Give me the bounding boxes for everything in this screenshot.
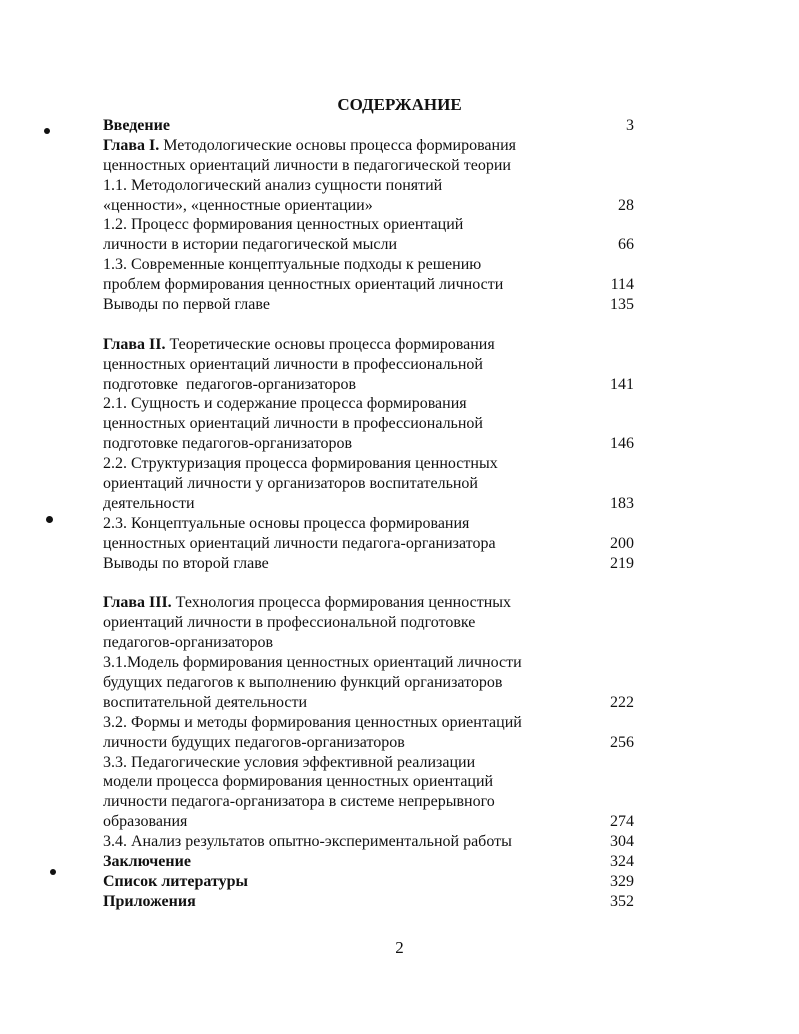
toc-entry — [103, 633, 663, 653]
toc-entry-title: воспитательной деятельности — [103, 693, 308, 711]
scan-speck — [44, 128, 50, 134]
toc-entry-title: 1.3. Современные концептуальные подходы к решению — [103, 256, 482, 274]
scan-speck — [46, 516, 53, 523]
toc-entry-title: Выводы по второй главе — [103, 554, 269, 572]
toc-page-number: 324 — [610, 852, 634, 870]
toc-entry-title: проблем формирования ценностных ориентаций личности — [103, 276, 504, 294]
toc-entry-text — [103, 494, 195, 514]
toc-page-number: 274 — [610, 813, 634, 831]
toc-entry-title: личности будущих педагогов-организаторов — [103, 733, 405, 751]
toc-page-number: 329 — [610, 872, 634, 890]
toc-entry-title: подготовке педагогов-организаторов — [103, 435, 353, 453]
toc-entry — [103, 554, 663, 574]
toc-entry-text — [103, 593, 511, 613]
toc-entry-title: 3.1.Модель формирования ценностных ориентаций личности — [103, 654, 522, 672]
toc-entry-title: личности в истории педагогической мысли — [103, 236, 398, 254]
toc-entry-text — [103, 832, 512, 852]
toc-entry — [103, 872, 663, 892]
toc-entry-title: личности педагога-организатора в системе непрерывного — [103, 793, 495, 811]
toc-entry-title: ценностных ориентаций личности педагога-организатора — [103, 534, 496, 552]
toc-entry-title: 1.2. Процесс формирования ценностных ориентаций — [103, 216, 464, 234]
toc-entry-text — [103, 534, 496, 554]
toc-entry-title: «ценности», «ценностные ориентации» — [103, 196, 373, 214]
toc-entry-text — [103, 713, 522, 733]
toc-entry-title: 2.3. Концептуальные основы процесса формирования — [103, 514, 470, 532]
toc-entry-title: деятельности — [103, 494, 195, 512]
toc-entry-text — [103, 653, 522, 673]
toc-entry-text — [103, 196, 373, 216]
toc-entry-title: ценностных ориентаций личности в профессиональной — [103, 415, 483, 433]
toc-entry-text — [103, 295, 270, 315]
toc-entry — [103, 534, 663, 554]
toc-entry-title: 3.3. Педагогические условия эффективной реализации — [103, 753, 476, 771]
toc-entry-text — [103, 355, 483, 375]
toc-entry-text — [103, 812, 187, 832]
page-number: 2 — [395, 938, 404, 957]
toc-entry-title: подготовке педагогов-организаторов — [103, 375, 357, 393]
toc-entry-title: Выводы по первой главе — [103, 296, 270, 314]
toc-entry-title: 3.2. Формы и методы формирования ценностных ориентаций — [103, 713, 522, 731]
toc-entry — [103, 653, 663, 673]
toc-entry — [103, 733, 663, 753]
toc-entry — [103, 693, 663, 713]
toc-entry-text — [103, 852, 191, 872]
toc-page-number: 66 — [618, 236, 634, 254]
toc-entry-text — [103, 375, 356, 395]
toc-entry — [103, 792, 663, 812]
toc-entry-text — [103, 892, 196, 912]
toc-entry-title: ценностных ориентаций личности в педагогической теории — [103, 156, 511, 174]
toc-entry — [103, 772, 663, 792]
toc-entry-text — [103, 215, 463, 235]
toc-entry — [103, 514, 663, 534]
toc-entry-text — [103, 613, 475, 633]
toc-entry — [103, 454, 663, 474]
toc-entry — [103, 335, 663, 355]
toc-entry — [103, 255, 663, 275]
toc-page-number: 222 — [610, 693, 634, 711]
toc-entry — [103, 494, 663, 514]
toc-entry-text — [103, 753, 475, 773]
toc-entry-heading: Глава II. — [103, 335, 166, 353]
toc-entry — [103, 355, 663, 375]
toc-entry-text — [103, 176, 442, 196]
toc-entry-title: ориентаций личности в профессиональной подготовке — [103, 614, 476, 632]
toc-page-number: 219 — [610, 554, 634, 572]
toc-entry — [103, 176, 663, 196]
toc-entry — [103, 275, 663, 295]
toc-entry — [103, 375, 663, 395]
toc-entry-title: 2.2. Структуризация процесса формирования ценностных — [103, 455, 498, 473]
toc-entry-text — [103, 275, 503, 295]
toc-entry-text — [103, 474, 478, 494]
toc-entry-heading: Глава III. — [103, 594, 172, 612]
toc-entry-text — [103, 414, 483, 434]
toc-entry-title: Методологические основы процесса формирования — [159, 136, 517, 154]
toc-entry-text — [103, 673, 502, 693]
toc-gap — [103, 315, 663, 335]
toc-entry-title: педагогов-организаторов — [103, 634, 274, 652]
toc-page-number: 352 — [610, 892, 634, 910]
toc-page-number: 3 — [626, 117, 634, 134]
toc-entry-text — [103, 514, 469, 534]
toc-entry — [103, 474, 663, 494]
toc-entry-title: модели процесса формирования ценностных ориентаций — [103, 773, 494, 791]
toc-entry — [103, 136, 663, 156]
toc-entry-text — [103, 633, 273, 653]
toc-entry — [103, 812, 663, 832]
toc-page-number: 135 — [610, 296, 634, 314]
toc-entry-title: 3.4. Анализ результатов опытно-экспериментальной работы — [103, 833, 512, 851]
page-title: СОДЕРЖАНИЕ — [337, 95, 462, 114]
toc-entry-text — [103, 255, 481, 275]
toc-entry — [103, 414, 663, 434]
toc-entry-heading: Глава I. — [103, 136, 160, 154]
scan-speck — [50, 869, 56, 875]
toc-entry-text — [103, 792, 495, 812]
toc-entry — [103, 156, 663, 176]
toc-entry-text — [103, 434, 352, 454]
toc-gap — [103, 573, 663, 593]
toc-entry-text — [103, 335, 495, 355]
toc-entry-title: ценностных ориентаций личности в профессиональной — [103, 355, 483, 373]
toc-entry — [103, 832, 663, 852]
toc-entry — [103, 852, 663, 872]
toc-entry-title: 1.1. Методологический анализ сущности понятий — [103, 176, 443, 194]
toc-entry — [103, 753, 663, 773]
toc-entry — [103, 593, 663, 613]
toc-entry-text — [103, 235, 397, 255]
toc-entry-text — [103, 772, 493, 792]
toc-page-number: 256 — [610, 733, 634, 751]
toc-entry-text — [103, 454, 498, 474]
toc-entry-title: ориентаций личности у организаторов воспитательной — [103, 475, 478, 493]
toc-entry — [103, 235, 663, 255]
toc-entry-title: 2.1. Сущность и содержание процесса формирования — [103, 395, 467, 413]
toc-entry — [103, 892, 663, 912]
toc-entry — [103, 394, 663, 414]
toc-entry — [103, 673, 663, 693]
toc-entry-text — [103, 733, 405, 753]
toc-entry-text — [103, 156, 511, 176]
toc-entry-text — [103, 554, 269, 574]
toc-entry — [103, 613, 663, 633]
toc-entry — [103, 434, 663, 454]
toc-page-number: 28 — [618, 196, 634, 214]
toc-page-number: 304 — [610, 833, 634, 851]
table-of-contents — [103, 116, 663, 912]
toc-page-number: 141 — [610, 375, 634, 393]
toc-entry-heading: Заключение — [103, 852, 191, 870]
toc-entry — [103, 116, 663, 136]
toc-entry — [103, 215, 663, 235]
toc-entry-text — [103, 116, 170, 136]
toc-page-number: 200 — [610, 534, 634, 552]
toc-entry-text — [103, 693, 307, 713]
toc-page-number: 146 — [610, 435, 634, 453]
toc-entry — [103, 713, 663, 733]
toc-entry-heading: Введение — [103, 117, 170, 134]
toc-entry — [103, 196, 663, 216]
toc-entry-title: Технология процесса формирования ценностных — [171, 594, 512, 612]
toc-entry-heading: Приложения — [103, 892, 196, 910]
toc-page-number: 183 — [610, 494, 634, 512]
toc-entry-heading: Список литературы — [103, 872, 248, 890]
toc-entry-text — [103, 872, 248, 892]
toc-entry-title: Теоретические основы процесса формирования — [165, 335, 495, 353]
toc-page-number: 114 — [610, 276, 634, 294]
toc-entry-title: образования — [103, 813, 188, 831]
toc-entry — [103, 295, 663, 315]
toc-entry-title: будущих педагогов к выполнению функций организаторов — [103, 673, 503, 691]
toc-entry-text — [103, 394, 467, 414]
toc-entry-text — [103, 136, 516, 156]
